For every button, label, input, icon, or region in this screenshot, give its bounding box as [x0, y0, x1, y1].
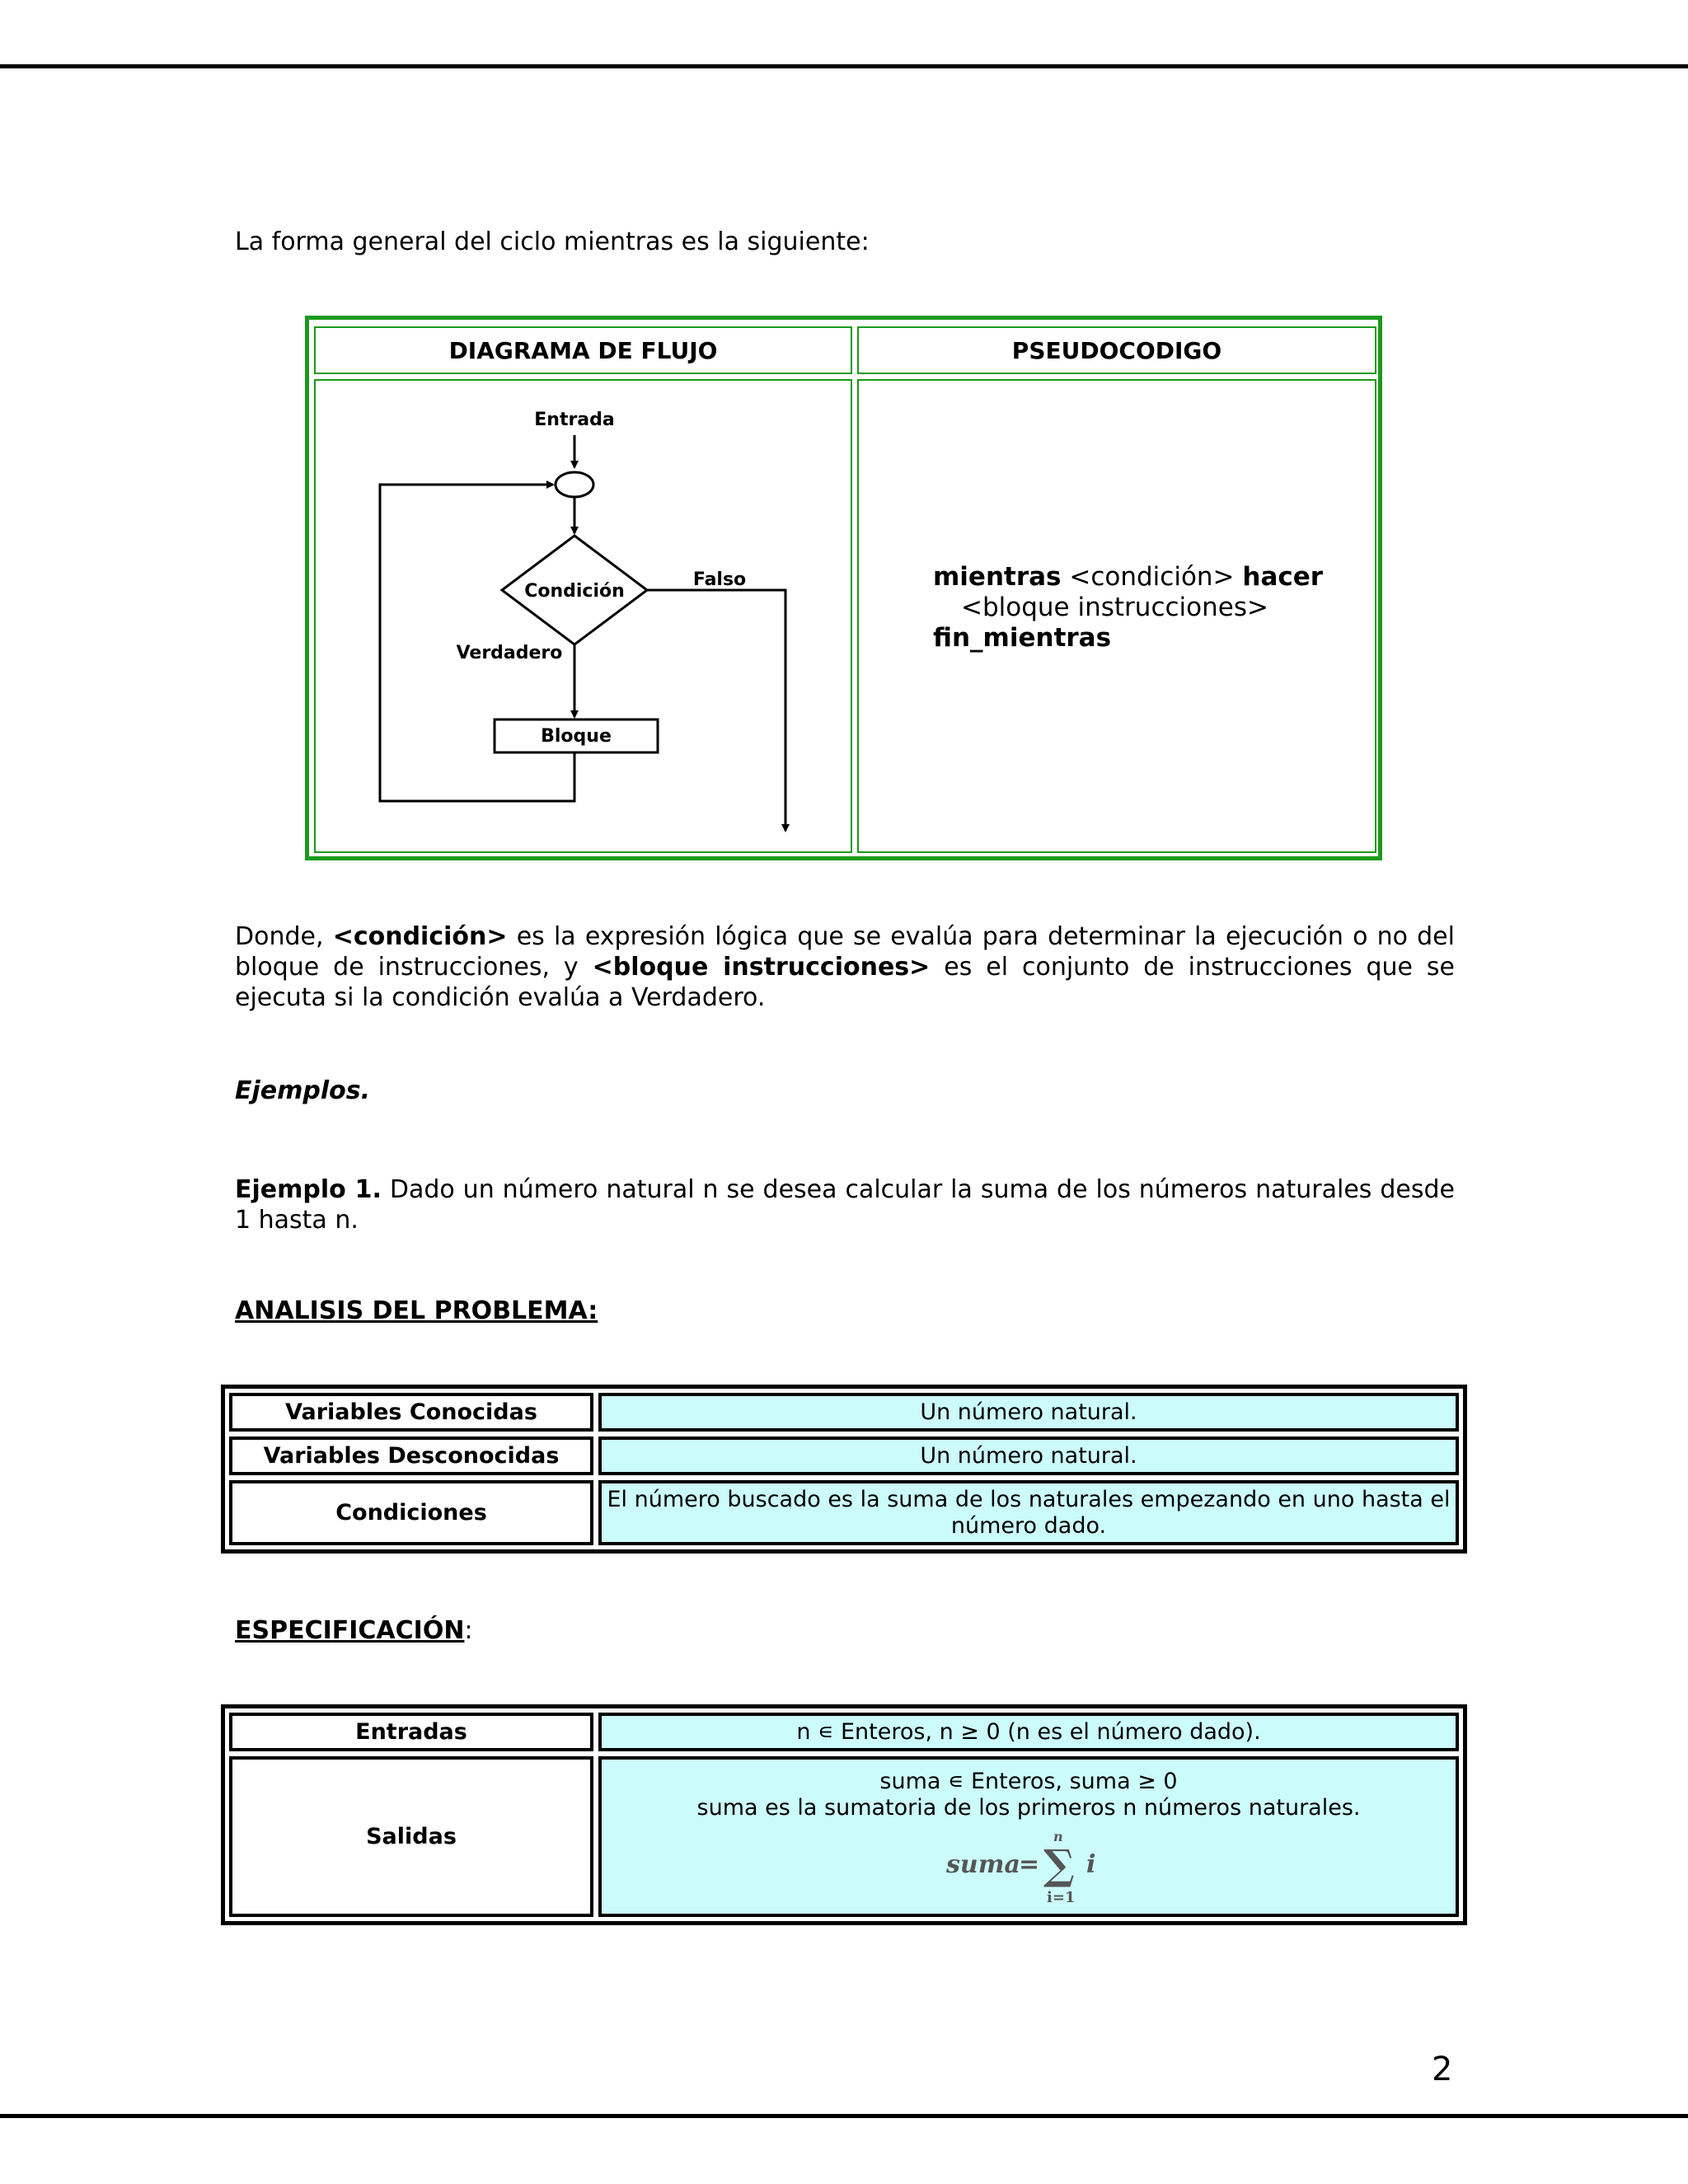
bottom-rule	[0, 2114, 1688, 2118]
donde-word: Donde,	[235, 922, 324, 951]
row-label: Condiciones	[229, 1480, 593, 1545]
formula-lower: i=1	[1047, 1888, 1076, 1905]
salidas-line-1: suma ∊ Enteros, suma ≥ 0	[879, 1768, 1178, 1794]
table-row	[229, 1756, 1459, 1917]
table-row	[229, 1436, 1459, 1475]
flowchart	[309, 320, 1386, 865]
formula-eq: =	[1019, 1849, 1040, 1879]
table-row	[229, 1713, 1459, 1751]
row-label: Variables Desconocidas	[229, 1436, 593, 1475]
especificacion-heading	[235, 1615, 1455, 1646]
entradas-label: Entradas	[229, 1713, 593, 1751]
sum-formula	[946, 1826, 1111, 1905]
kw-mientras: mientras	[933, 562, 1062, 592]
ejemplos-heading: Ejemplos.	[235, 1076, 371, 1105]
analisis-table	[221, 1385, 1467, 1554]
header-pseudocodigo: PSEUDOCODIGO	[857, 326, 1376, 374]
donde-text-2: es el conjunto de instrucciones que se ejecuta si la condición evalúa a Verdadero.	[235, 953, 1455, 1012]
kw-hacer: hacer	[1242, 562, 1324, 592]
label-bloque: Bloque	[541, 726, 612, 747]
formula-term: i	[1086, 1849, 1096, 1879]
especificacion-title: ESPECIFICACIÓN	[235, 1616, 465, 1645]
page-number: 2	[1432, 2050, 1453, 2088]
label-verdadero: Verdadero	[456, 643, 563, 663]
kw-fin-mientras: fin_mientras	[933, 623, 1112, 653]
formula-lhs: suma	[946, 1849, 1020, 1879]
top-rule	[0, 64, 1688, 68]
pseudo-block: <bloque instrucciones>	[961, 593, 1268, 622]
formula-upper: n	[1053, 1828, 1063, 1844]
donde-paragraph	[235, 921, 1455, 1013]
ejemplo1-label: Ejemplo 1.	[235, 1175, 382, 1204]
ejemplo1-paragraph	[235, 1174, 1455, 1235]
pseudo-condition: <condición>	[1069, 562, 1235, 592]
donde-bloque: <bloque instrucciones>	[592, 953, 931, 982]
intro-text: La forma general del ciclo mientras es la siguiente:	[235, 227, 870, 256]
label-condicion: Condición	[524, 581, 625, 602]
row-value: El número buscado es la suma de los naturales empezando en uno hasta el número dado.	[598, 1480, 1459, 1545]
row-label: Variables Conocidas	[229, 1393, 593, 1432]
row-value: Un número natural.	[598, 1393, 1459, 1432]
table-row	[229, 1393, 1459, 1432]
table-row	[229, 1480, 1459, 1545]
entradas-value: n ∊ Enteros, n ≥ 0 (n es el número dado).	[598, 1713, 1459, 1751]
flow-pseudocode-table	[305, 316, 1382, 860]
formula-sigma: ∑	[1043, 1840, 1075, 1889]
especificacion-table	[221, 1704, 1467, 1925]
salidas-line-2: suma es la sumatoria de los primeros n números naturales.	[696, 1794, 1361, 1821]
label-falso: Falso	[692, 569, 747, 590]
salidas-value	[598, 1756, 1459, 1917]
row-value: Un número natural.	[598, 1436, 1459, 1475]
header-diagrama: DIAGRAMA DE FLUJO	[314, 326, 852, 374]
salidas-label: Salidas	[229, 1756, 593, 1917]
especificacion-colon: :	[464, 1616, 473, 1645]
label-entrada: Entrada	[534, 410, 615, 430]
ejemplo1-text: Dado un número natural n se desea calcular la suma de los números naturales desde 1 hasta n.	[235, 1175, 1455, 1235]
connector-circle	[556, 472, 593, 497]
analisis-heading: ANALISIS DEL PROBLEMA:	[235, 1296, 598, 1325]
donde-condicion: <condición>	[332, 922, 508, 951]
donde-text-1: es la expresión lógica que se evalúa para determinar la ejecución o no del bloque de instrucciones, y	[235, 922, 1455, 982]
false-branch	[647, 590, 785, 831]
